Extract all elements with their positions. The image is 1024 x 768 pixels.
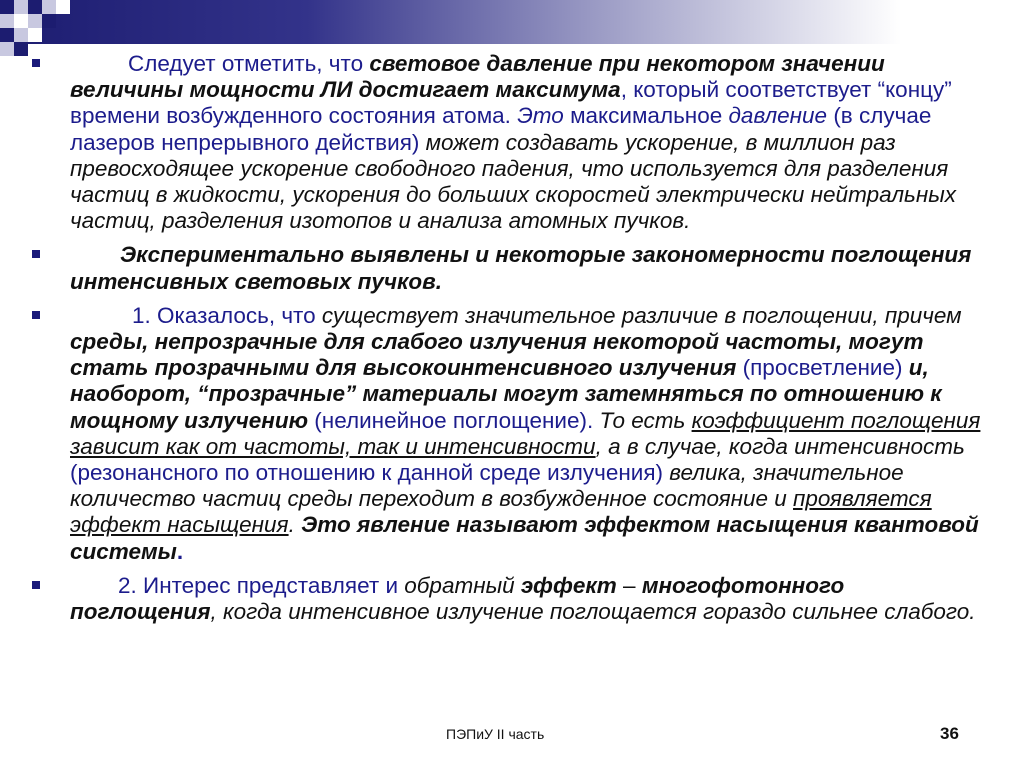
text-span: – — [616, 572, 642, 598]
decor-square — [0, 42, 14, 56]
decor-square — [14, 0, 28, 14]
text-span: (просветление) — [736, 355, 909, 381]
text-span: давление — [728, 103, 828, 129]
decor-square — [14, 28, 28, 42]
text-span: Следует отметить, что — [128, 51, 370, 76]
text-span: (резонансного по отношению к данной среде излучения) — [70, 460, 664, 486]
decor-square — [0, 0, 14, 14]
decor-square — [28, 14, 42, 28]
footer-course-label: ПЭПиУ II часть — [446, 726, 545, 742]
text-span: коэффициент поглощения зависит как от частоты, так и интенсивности — [70, 407, 981, 459]
page-number: 36 — [940, 724, 959, 743]
text-span: среды, непрозрачные для слабого излучения некоторой частоты, могут стать прозрачными для высокоинтенсивного излучения — [70, 329, 924, 381]
text-span: максимальное — [563, 103, 729, 129]
text-span: . — [176, 538, 184, 564]
text-span: проявляется эффект насыщения — [70, 486, 932, 538]
text-span: , когда интенсивное излучение поглощается гораздо сильнее слабого. — [210, 599, 976, 625]
text-span: То есть — [599, 407, 692, 433]
decor-square — [28, 0, 42, 14]
bullet-paragraph-2 — [30, 242, 994, 294]
text-span: . — [288, 512, 302, 538]
bullet-square-icon — [32, 581, 40, 589]
decor-square — [42, 14, 56, 28]
decor-square — [0, 14, 14, 28]
bullet-square-icon — [32, 311, 40, 319]
text-span: может создавать ускорение, в миллион раз превосходящее ускорение свободного падения, что используется для разделения частиц в жидкости, ускорения до больших скоростей электрически нейтральных частиц, разделения изотопов и анализа атомных пучков. — [70, 129, 957, 234]
text-span: , а в случае, когда интенсивность — [595, 433, 965, 459]
text-span: и, наоборот, “прозрачные” материалы могут затемняться по отношению к мощному излучению — [70, 355, 942, 433]
text-span: велика, значительное количество частиц среды переходит в возбужденное состояние и — [70, 460, 904, 512]
slide-body — [30, 51, 994, 625]
header-gradient-bar — [0, 0, 1024, 44]
decor-square — [56, 0, 70, 14]
bullet-square-icon — [32, 59, 40, 67]
text-span: существует значительное различие в поглощении, причем — [321, 302, 962, 328]
text-span: (в случае лазеров непрерывного действия) — [70, 103, 932, 155]
text-span: обратный — [404, 572, 521, 598]
decor-square — [14, 42, 28, 56]
decor-square — [28, 28, 42, 42]
text-span: Это явление называют эффектом насыщения квантовой системы — [70, 512, 979, 564]
text-span: световое давление при некотором значении величины мощности ЛИ достигает максимума — [70, 51, 885, 103]
text-span: Это — [517, 103, 564, 129]
bullet-paragraph-3 — [30, 303, 994, 565]
text-span: эффект — [520, 572, 617, 598]
bullet-paragraph-1 — [30, 51, 994, 234]
text-span: 1. Оказалось, что — [132, 302, 322, 328]
text-span: (нелинейное поглощение). — [308, 407, 600, 433]
bullet-paragraph-4 — [30, 573, 994, 625]
decor-square — [0, 28, 14, 42]
text-span: многофотонного поглощения — [70, 572, 845, 625]
text-span: , который соответствует “концу” времени возбужденного состояния атома. — [70, 77, 952, 129]
bullet-square-icon — [32, 250, 40, 258]
text-span: 2. Интерес представляет и — [118, 572, 405, 598]
text-span: Экспериментально выявлены и некоторые закономерности поглощения интенсивных световых пучков. — [70, 242, 972, 294]
decor-square — [14, 14, 28, 28]
decor-square — [42, 0, 56, 14]
